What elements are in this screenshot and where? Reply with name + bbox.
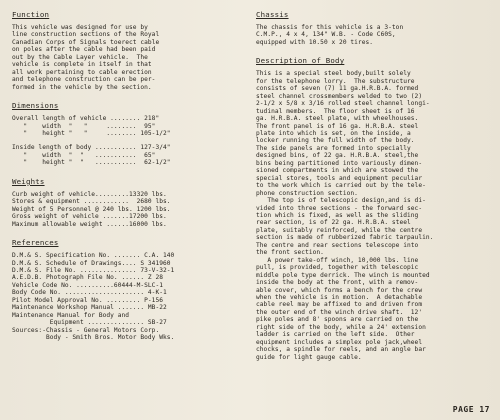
body-line: middle pole type derrick. The winch is mounted	[256, 271, 430, 279]
weight-row: Maximum allowable weight ......16000 lbs.	[12, 220, 167, 228]
dimension-row: Overall length of vehicle ........ 218"	[12, 115, 160, 123]
body-line: the front section.	[256, 249, 324, 257]
body-line: consists of seven (7) 11 ga.H.R.B.A. formed	[256, 85, 419, 93]
body-line: right side of the body, while a 24' extension	[256, 323, 426, 331]
dimensions-section	[12, 101, 246, 167]
body-line: designed bins, of 22 ga. H.R.B.A. steel,the	[256, 152, 419, 160]
body-line: The side panels are formed into specially	[256, 144, 411, 152]
weights-heading: Weights	[12, 176, 45, 186]
chassis-heading: Chassis	[256, 10, 289, 19]
reference-row: Vehicle Code No. ..........60444-M-SLC-1	[12, 281, 164, 289]
function-line: and telephone construction can be per-	[12, 76, 156, 84]
function-line: all work pertaining to cable erection	[12, 68, 152, 76]
sources-row: Sources:-Chassis - General Motors Corp.	[12, 326, 160, 334]
reference-row: Maintenance Manual for Body and	[12, 311, 130, 319]
body-line: able cover, which forms a bench for the crew	[256, 286, 423, 294]
dimensions-heading: Dimensions	[12, 101, 59, 111]
body-line: the outer end of the winch drive shaft. 12'	[256, 308, 423, 316]
body-line: locker running the full width of the body.	[256, 137, 415, 145]
function-line: Canadian Corps of Signals toerect cable	[12, 38, 160, 46]
chassis-section	[256, 10, 492, 46]
body-line: ladder is carried on the left side. Other	[256, 331, 415, 339]
function-section	[12, 10, 246, 91]
weight-row: Stores & equipment ............ 2680 lbs.	[12, 198, 171, 206]
body-line: sioned compartments in which are stowed the	[256, 167, 419, 175]
body-line: section is made of rubberized fabric tarpaulin.	[256, 234, 434, 242]
body-line: tion which is fixed, as well as the sliding	[256, 211, 419, 219]
body-line: pull, is provided, together with telescopic	[256, 264, 419, 272]
body-line: rear section, is of 22 ga. H.R.B.A. steel	[256, 219, 411, 227]
reference-row: Maintenance Workshop Manual ....... MB-22	[12, 304, 167, 312]
body-line: special stores, tools and equipment peculiar	[256, 174, 423, 182]
body-line: guide for light gauge cable.	[256, 353, 362, 361]
sources-row: Body - Smith Bros. Motor Body Wks.	[12, 334, 175, 342]
body-line: inside the body at the front, with a remov-	[256, 279, 419, 287]
references-section	[12, 238, 246, 341]
function-text	[12, 24, 246, 91]
body-line: when the vehicle is in motion. A detachable	[256, 293, 423, 301]
chassis-line: The chassis for this vehicle is a 3-ton	[256, 24, 404, 31]
reference-row: A.E.D.B. Photograph File No. ...... Z 28	[12, 274, 164, 282]
function-line: This vehicle was designed for use by	[12, 24, 148, 31]
weight-row: Curb weight of vehicle.........13320 lbs.	[12, 190, 167, 198]
body-line: The centre and rear sections telescope into	[256, 241, 419, 249]
body-line: A power take-off winch, 10,000 lbs. line	[256, 256, 419, 264]
weight-row: Weight of 5 Personnel @ 240 lbs. 1200 lbs.	[12, 205, 171, 213]
body-line: plate, suitably reinforced, while the centre	[256, 226, 423, 234]
references-heading: References	[12, 238, 59, 248]
reference-row: D.M.& S. File No. ............... 73-V-32-1	[12, 266, 175, 274]
reference-row: Pilot Model Approval No. ......... P-156	[12, 296, 164, 304]
body-line: cable reel may be affixed to and driven from	[256, 301, 423, 309]
function-line: on poles after the cable had been paid	[12, 46, 156, 54]
dimension-row: " width " " ........... 65"	[12, 151, 156, 159]
right-column	[256, 10, 492, 371]
weight-row: Gross weight of vehicle .......17200 lbs.	[12, 213, 167, 221]
function-line: vehicle is complete in itself in that	[12, 61, 152, 69]
body-line: to the work which is carried out by the tele-	[256, 182, 426, 190]
body-line: bins being partitioned into variously dimen-	[256, 159, 423, 167]
left-column	[12, 10, 246, 352]
body-line: steel channel crossmembers welded to two (2)	[256, 92, 423, 100]
reference-row: Equipment ............... SB-27	[12, 319, 167, 327]
function-line: line construction sections of the Royal	[12, 31, 160, 39]
body-line: The front panel is of 16 ga. H.R.B.A. steel	[256, 122, 419, 130]
body-line: The top is of telescopic design,and is di-	[256, 197, 426, 205]
page-number: PAGE 17	[452, 405, 490, 414]
reference-row: D.M.& S. Specification No. ....... C.A. 140	[12, 252, 175, 260]
body-line: equipment includes a simplex pole jack,wheel	[256, 338, 423, 346]
body-description-heading: Description of Body	[256, 56, 345, 66]
dimension-row: Inside length of body ........... 127-3/4"	[12, 144, 171, 152]
dimension-row: " height " " ........... 62-1/2"	[12, 159, 171, 167]
function-line: out by the Cable Layer vehicle. The	[12, 53, 148, 61]
body-line: vided into three sections - the forward sec-	[256, 204, 423, 212]
body-line: chocks, a spindle for reels, and an angle bar	[256, 346, 426, 354]
body-line: This is a special steel body,built solely	[256, 70, 411, 78]
dimension-row: " width " " ........ 95"	[12, 122, 156, 130]
function-heading: Function	[12, 10, 50, 19]
reference-row: D.M.& S. Schedule of Drawings.... S 341960	[12, 259, 171, 267]
body-line: for the telephone lorry. The substructure	[256, 77, 415, 85]
weights-section	[12, 177, 246, 228]
dimension-row: " height " " ........ 105-1/2"	[12, 129, 171, 137]
body-line: tudinal members. The floor sheet is of 16	[256, 107, 415, 115]
chassis-line: C.M.P., 4 x 4, 134" W.B. - Code C60S,	[256, 31, 396, 39]
chassis-line: equipped with 10.50 x 20 tires.	[256, 38, 374, 46]
function-line: formed in the vehicle by the section.	[12, 83, 152, 91]
body-line: phone construction section.	[256, 189, 358, 197]
reference-row: Body Code No. ..................... 4-K-1	[12, 289, 167, 297]
body-description-section	[256, 56, 492, 361]
body-line: plate into which is set, on the inside, a	[256, 129, 411, 137]
body-line: pike poles and 8' spoons are carried on the	[256, 316, 419, 324]
body-line: ga. H.R.B.A. steel plate, with wheelhouses.	[256, 115, 419, 123]
body-line: 2-1/2 x 5/8 x 3/16 rolled steel channel longi-	[256, 100, 430, 108]
